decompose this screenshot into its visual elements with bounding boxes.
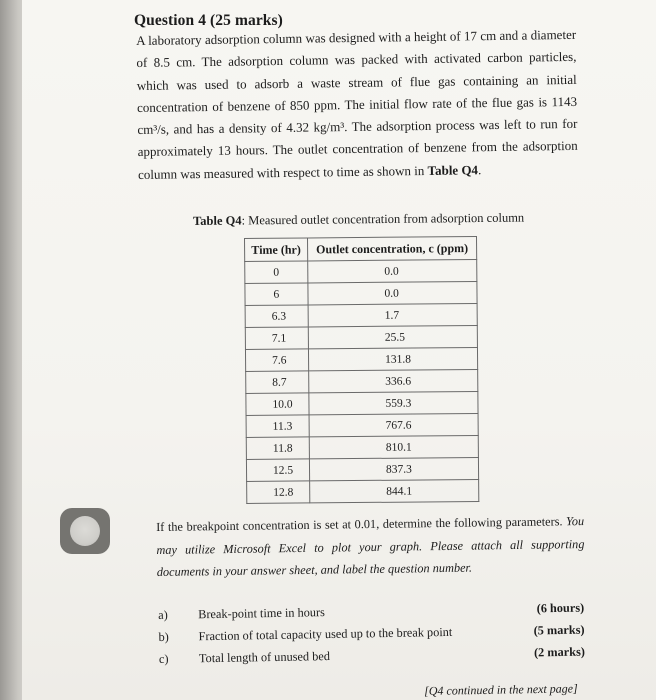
cell-concentration: 336.6: [309, 369, 478, 392]
part-label: c): [158, 651, 169, 666]
table-row: [247, 479, 479, 503]
cell-time: 7.1: [245, 327, 308, 350]
question-parts: [158, 596, 589, 669]
cell-concentration: 1.7: [308, 303, 477, 326]
cell-concentration: 0.0: [308, 259, 477, 282]
part-label: b): [158, 629, 169, 644]
table-header-row: [245, 236, 477, 261]
table-row: [245, 281, 477, 305]
cell-concentration: 810.1: [309, 435, 478, 458]
cell-time: 0: [245, 261, 308, 284]
intro-text: A laboratory adsorption column was designed with a height of 17 cm and a diameter of 8.5 cm. The adsorption column was packed with activated carbon particles, which was used to adsorb a waste stream of flue gas containing an initial concentration of benzene of 850 ppm. The initial flow rate of the flue gas is 1143 cm³/s, and has a density of 4.32 kg/m³. The adsorption process was left to run for approximately 13 hours. The outlet concentration of benzene from the adsorption column was measured with respect to time as shown in: [136, 26, 578, 182]
cell-concentration: 844.1: [310, 479, 479, 502]
part-label: a): [158, 607, 168, 622]
cell-time: 11.8: [246, 437, 309, 460]
part-marks: (5 marks): [533, 622, 585, 638]
table-row: [246, 369, 478, 393]
question-title: Question 4 (25 marks): [134, 12, 283, 29]
cell-time: 10.0: [246, 393, 309, 416]
part-marks: (6 hours): [536, 600, 585, 616]
table-wrapper: [244, 236, 479, 504]
cell-time: 6.3: [245, 305, 308, 328]
part-text: Break-point time in hours: [198, 605, 326, 622]
cell-time: 7.6: [245, 349, 308, 372]
cell-concentration: 837.3: [309, 457, 478, 480]
cell-concentration: 25.5: [308, 325, 477, 348]
cell-time: 12.8: [247, 481, 310, 504]
header-concentration: Outlet concentration, c (ppm): [308, 236, 477, 260]
question-intro: [136, 24, 578, 186]
cell-concentration: 559.3: [309, 391, 478, 414]
table-row: [246, 435, 478, 459]
floating-button[interactable]: [60, 508, 110, 554]
table-row: [245, 347, 477, 371]
table-row: [245, 303, 477, 327]
table-row: [245, 325, 477, 349]
circle-icon: [70, 516, 100, 546]
part-text: Fraction of total capacity used up to the break point: [198, 624, 453, 644]
continued-note: [Q4 continued in the next page]: [424, 681, 578, 698]
table-caption-label: Table Q4: [193, 213, 242, 228]
part-text: Total length of unused bed: [198, 649, 331, 666]
table-row: [246, 391, 478, 415]
instruction-normal: If the breakpoint concentration is set at 0.01, determine the following parameters.: [156, 514, 567, 534]
cell-time: 12.5: [246, 459, 309, 482]
header-time: Time (hr): [245, 238, 308, 262]
intro-end: .: [477, 161, 482, 178]
part-marks: (2 marks): [533, 644, 586, 660]
table-caption-text: : Measured outlet concentration from adsorption column: [241, 210, 525, 228]
cell-time: 8.7: [246, 371, 309, 394]
instruction-text: [156, 510, 585, 583]
cell-time: 6: [245, 283, 308, 306]
cell-time: 11.3: [246, 415, 309, 438]
cell-concentration: 767.6: [309, 413, 478, 436]
intro-table-ref: Table Q4: [427, 162, 479, 178]
table-row: [245, 259, 477, 283]
cell-concentration: 131.8: [308, 347, 477, 370]
table-row: [246, 413, 478, 437]
cell-concentration: 0.0: [308, 281, 477, 304]
concentration-table: [244, 236, 479, 504]
instruction-italic: You may utilize Microsoft Excel to plot your graph. Please attach all supporting documents in your answer sheet, and label the question number.: [156, 514, 585, 579]
table-row: [246, 457, 478, 481]
